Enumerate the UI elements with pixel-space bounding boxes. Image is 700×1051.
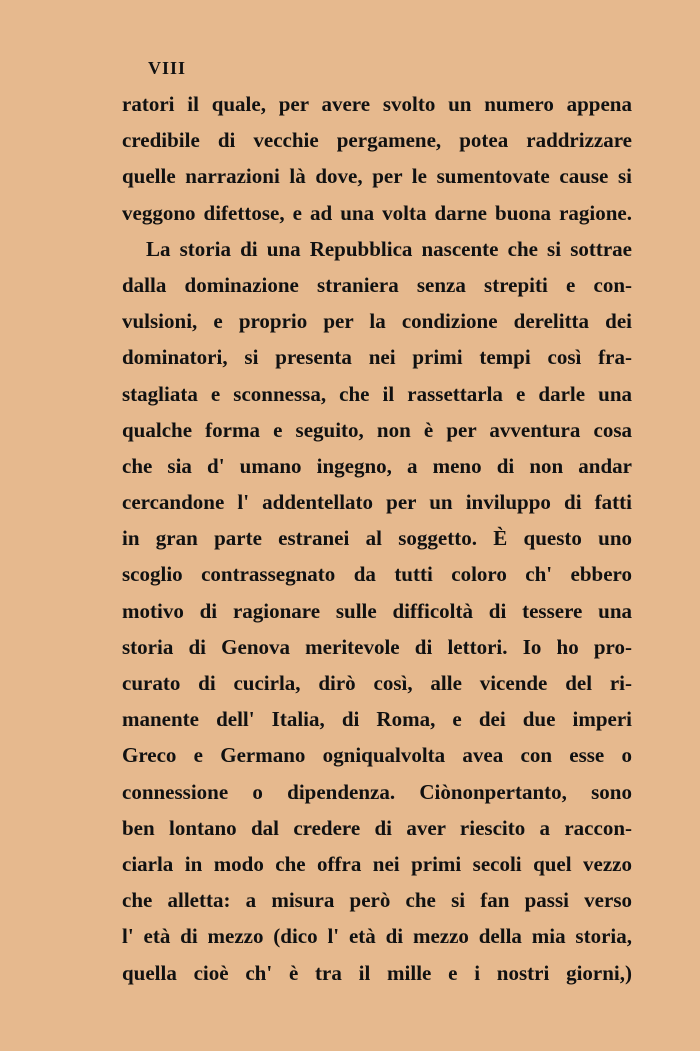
text-line: vulsioni, e proprio per la condizione derelitta dei [122,309,632,334]
text-line: motivo di ragionare sulle difficoltà di tessere una [122,598,632,623]
body-text [122,86,632,991]
text-line: ciarla in modo che offra nei primi secoli quel vezzo [122,851,632,876]
text-line: l' età di mezzo (dico l' età di mezzo della mia storia, [122,924,632,949]
text-line: dalla dominazione straniera senza strepiti e con- [122,272,632,297]
text-line: quelle narrazioni là dove, per le sumentovate cause si [122,164,632,189]
text-line: ratori il quale, per avere svolto un numero appena [122,92,632,116]
text-line: scoglio contrassegnato da tutti coloro ch' ebbero [122,562,632,587]
text-line: Greco e Germano ogniqualvolta avea con esse o [122,743,632,768]
text-line: connessione o dipendenza. Ciònonpertanto, sono [122,779,632,804]
text-line: veggono difettose, e ad una volta darne buona ragione. [122,200,632,225]
text-line: stagliata e sconnessa, che il rassettarla e darle una [122,381,632,406]
text-line: che alletta: a misura però che si fan passi verso [122,888,632,913]
text-line: dominatori, si presenta nei primi tempi così fra- [122,345,632,370]
page-number: VIII [148,58,187,78]
text-line: che sia d' umano ingegno, a meno di non andar [122,453,632,478]
text-line: credibile di vecchie pergamene, potea raddrizzare [122,128,632,153]
text-line: ben lontano dal credere di aver riescito a raccon- [122,815,632,840]
text-line: in gran parte estranei al soggetto. È questo uno [122,526,632,551]
text-line: cercandone l' addentellato per un inviluppo di fatti [122,490,632,515]
text-line: qualche forma e seguito, non è per avventura cosa [122,417,632,442]
text-line: La storia di una Repubblica nascente che si sottrae [146,236,632,261]
text-line: manente dell' Italia, di Roma, e dei due imperi [122,707,632,732]
text-line: curato di cucirla, dirò così, alle vicende del ri- [122,671,632,695]
text-line: quella cioè ch' è tra il mille e i nostri giorni,) [122,960,632,985]
text-line: storia di Genova meritevole di lettori. Io ho pro- [122,634,632,659]
